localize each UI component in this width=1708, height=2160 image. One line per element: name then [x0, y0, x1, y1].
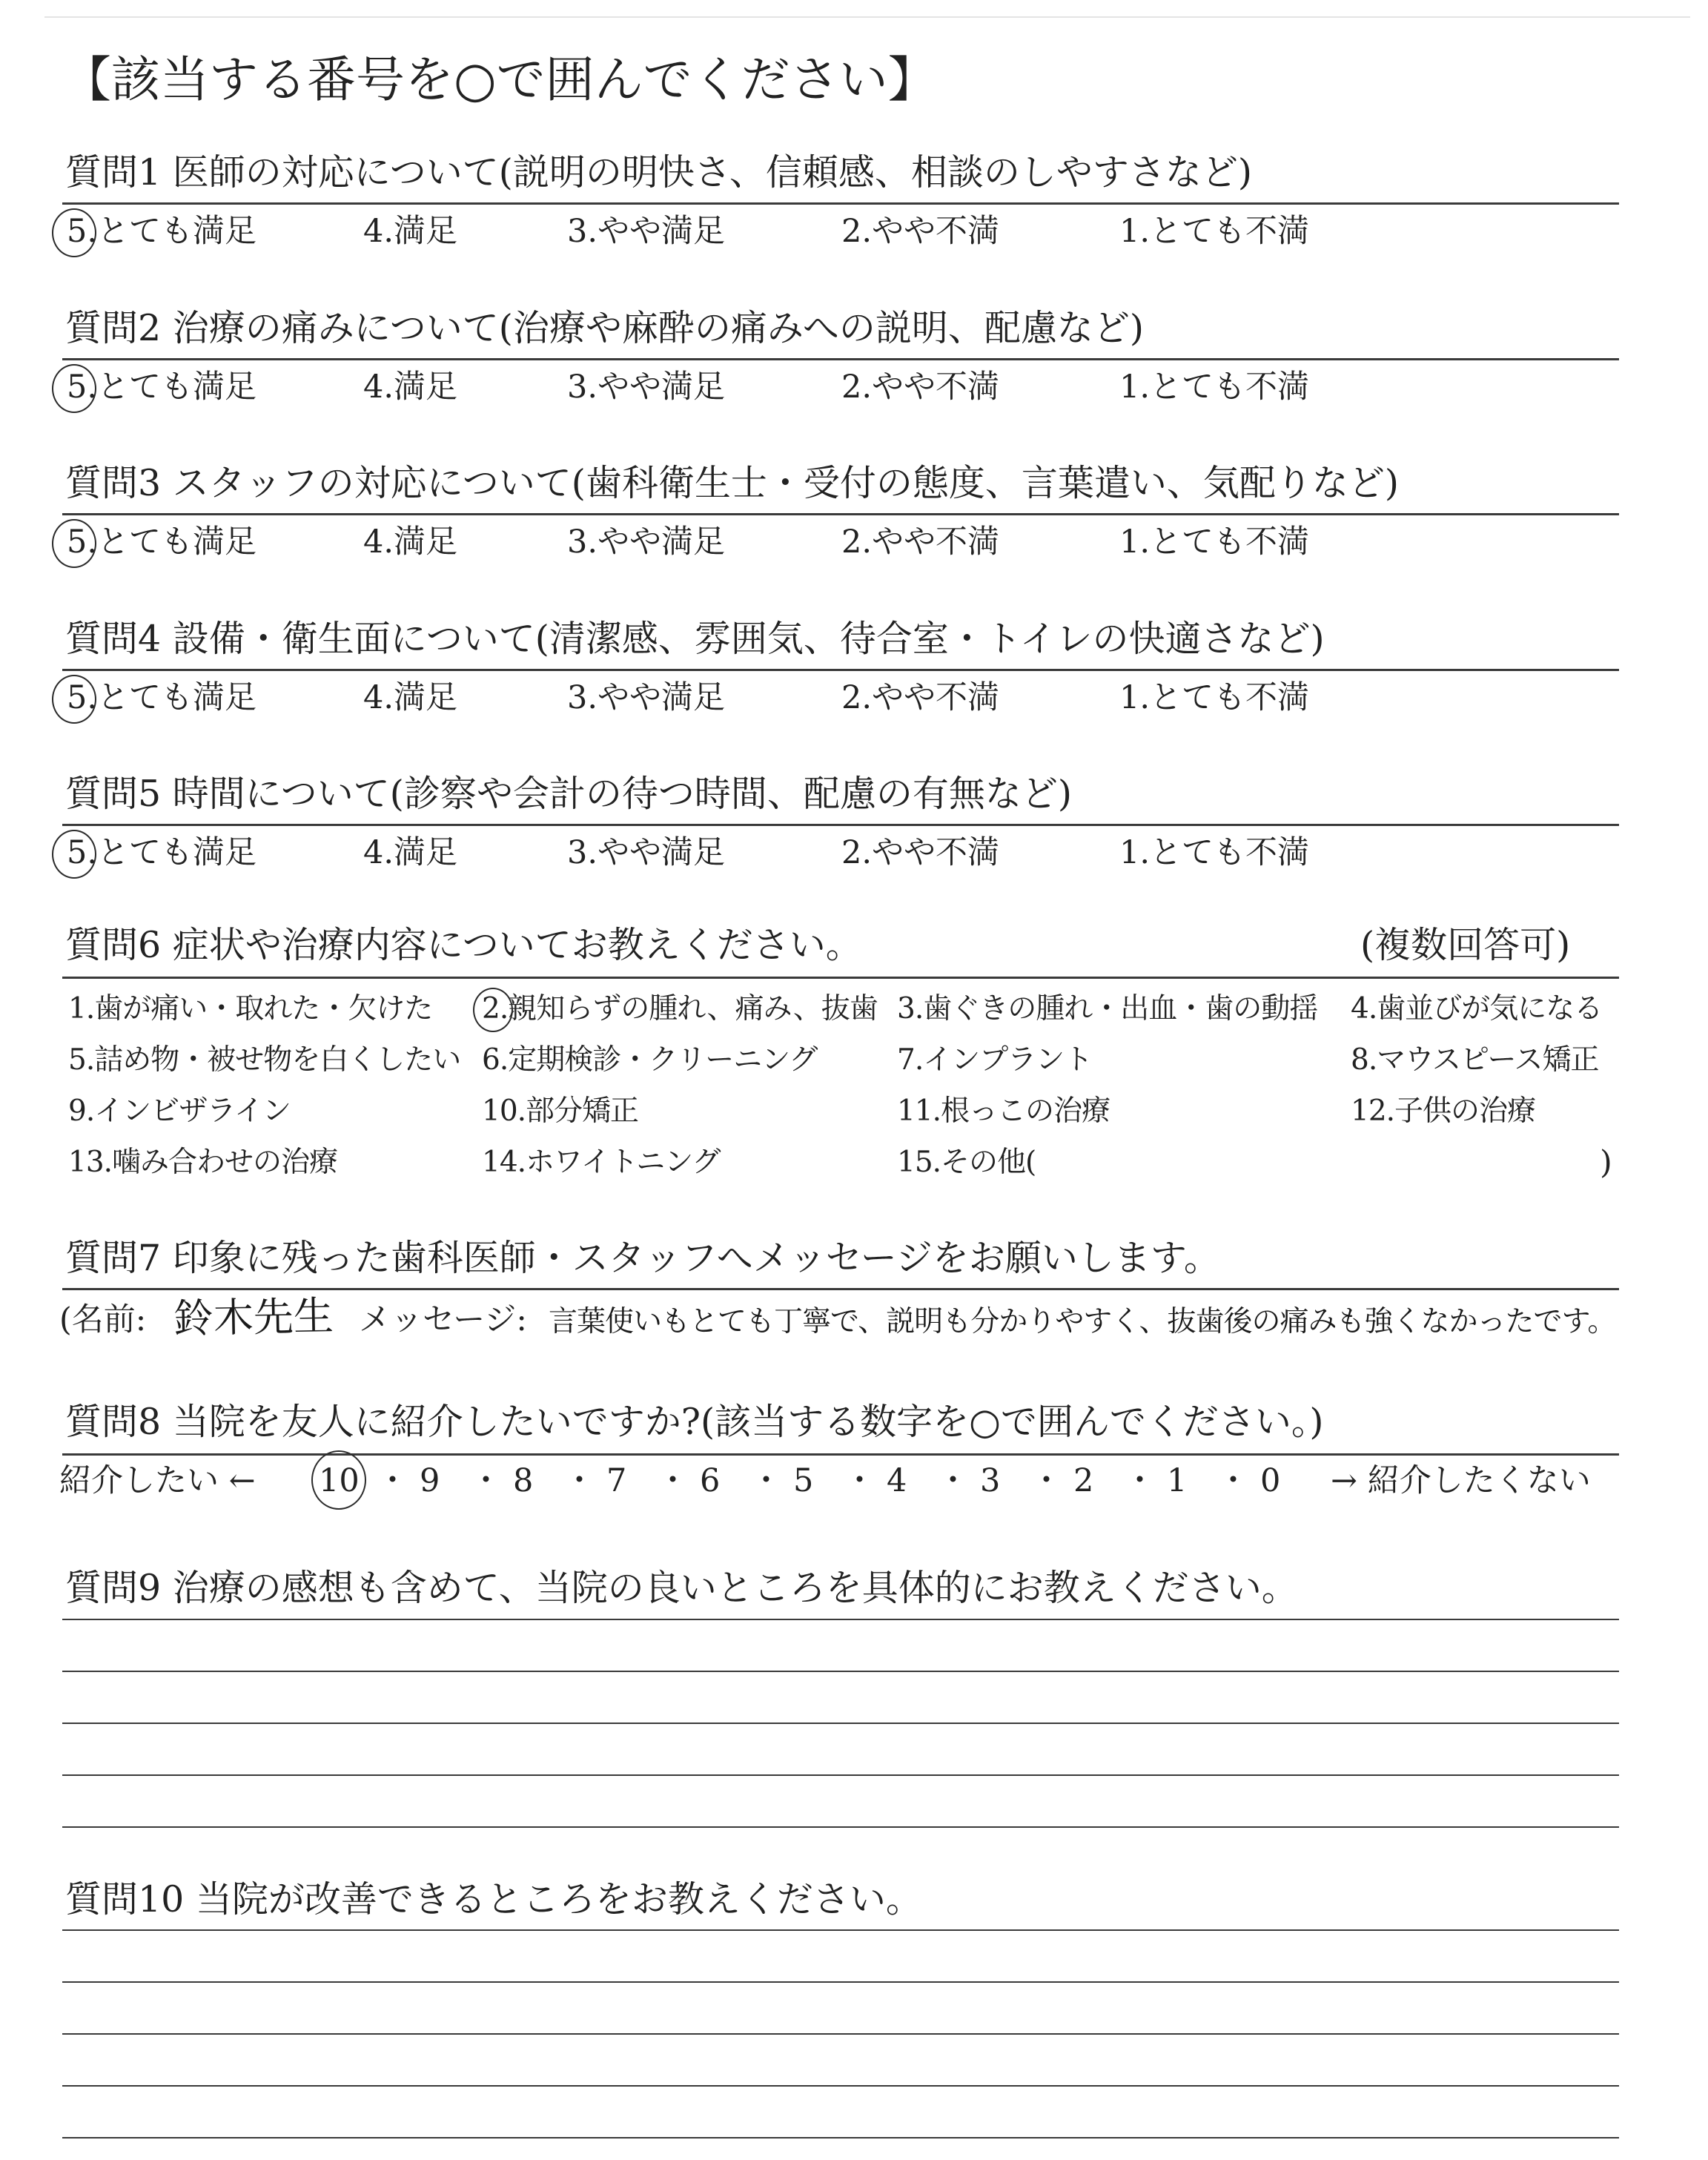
q6-rule [62, 977, 1619, 979]
q4-option-5[interactable]: 5.とても満足 [67, 679, 257, 716]
q6-option-7[interactable]: 7.インプラント [897, 1043, 1093, 1077]
q6-option-13[interactable]: 13.噛み合わせの治療 [68, 1146, 338, 1179]
q6-option-4[interactable]: 4.歯並びが気になる [1351, 992, 1603, 1025]
q1-option-5[interactable]: 5.とても満足 [67, 213, 257, 250]
q1-rule [62, 202, 1619, 205]
q8-scale-8[interactable]: 8 [513, 1462, 534, 1499]
q10-write-line-5[interactable] [62, 2137, 1619, 2138]
q6-option-14[interactable]: 14.ホワイトニング [482, 1146, 721, 1179]
q3-option-5[interactable]: 5.とても満足 [67, 524, 257, 561]
q3-option-1[interactable]: 1.とても不満 [1119, 524, 1310, 561]
q3-title: 質問3 スタッフの対応について(歯科衛生士・受付の態度、言葉遣い、気配りなど) [65, 462, 1400, 504]
q3-option-4[interactable]: 4.満足 [363, 524, 458, 561]
q1-title: 質問1 医師の対応について(説明の明快さ、信頼感、相談のしやすさなど) [65, 151, 1253, 194]
q4-option-3[interactable]: 3.やや満足 [567, 679, 726, 716]
q1-selected-circle [52, 208, 96, 257]
q8-selected-circle [311, 1450, 366, 1510]
q7-rule [62, 1288, 1619, 1290]
q6-selected-circle [473, 988, 513, 1032]
page-heading: 【該当する番号を○で囲んでください】 [62, 51, 937, 108]
q1-option-3[interactable]: 3.やや満足 [567, 213, 726, 250]
q8-scale-4[interactable]: 4 [887, 1462, 907, 1499]
q10-write-line-1[interactable] [62, 1929, 1619, 1931]
q5-title: 質問5 時間について(診察や会計の待つ時間、配慮の有無など) [65, 773, 1073, 815]
q6-option-9[interactable]: 9.インビザライン [68, 1094, 291, 1128]
q8-scale-6[interactable]: 6 [700, 1462, 721, 1499]
q10-title: 質問10 当院が改善できるところをお教えください。 [65, 1878, 922, 1920]
q8-scale-separator: ・ [1124, 1462, 1156, 1499]
q3-selected-circle [52, 519, 96, 568]
q4-selected-circle [52, 675, 96, 724]
q6-option-6[interactable]: 6.定期検診・クリーニング [482, 1043, 818, 1077]
q8-scale-separator: ・ [844, 1462, 875, 1499]
q3-option-3[interactable]: 3.やや満足 [567, 524, 726, 561]
q9-write-line-5[interactable] [62, 1826, 1619, 1828]
q7-title: 質問7 印象に残った歯科医師・スタッフへメッセージをお願いします。 [65, 1237, 1220, 1279]
q6-note: (複数回答可) [1360, 924, 1571, 966]
q8-scale-0[interactable]: 0 [1260, 1462, 1281, 1499]
q6-option-15[interactable]: 15.その他( [897, 1146, 1036, 1179]
q4-option-4[interactable]: 4.満足 [363, 679, 458, 716]
q5-rule [62, 824, 1619, 826]
q1-option-4[interactable]: 4.満足 [363, 213, 458, 250]
q10-write-line-3[interactable] [62, 2033, 1619, 2035]
q2-title: 質問2 治療の痛みについて(治療や麻酔の痛みへの説明、配慮など) [65, 307, 1145, 349]
q9-write-line-2[interactable] [62, 1671, 1619, 1672]
q5-selected-circle [52, 830, 96, 879]
q8-scale-separator: ・ [377, 1462, 408, 1499]
q5-option-3[interactable]: 3.やや満足 [567, 834, 726, 871]
q7-message-label: メッセージ: [359, 1301, 527, 1338]
q9-write-line-4[interactable] [62, 1774, 1619, 1776]
q6-option-1[interactable]: 1.歯が痛い・取れた・欠けた [68, 992, 433, 1025]
q8-scale-9[interactable]: 9 [420, 1462, 440, 1499]
q6-option-3[interactable]: 3.歯ぐきの腫れ・出血・歯の動揺 [897, 992, 1318, 1025]
q2-selected-circle [52, 364, 96, 413]
q8-left-label: 紹介したい ← [59, 1462, 256, 1499]
q8-scale-separator: ・ [937, 1462, 969, 1499]
q6-option-8[interactable]: 8.マウスピース矯正 [1351, 1043, 1599, 1077]
q1-option-2[interactable]: 2.やや不満 [841, 213, 1000, 250]
q2-option-5[interactable]: 5.とても満足 [67, 369, 257, 406]
q7-message-handwritten[interactable]: 言葉使いもとても丁寧で、説明も分かりやすく、抜歯後の痛みも強くなかったです。 [549, 1305, 1616, 1338]
q8-scale-10[interactable]: 10 [319, 1462, 360, 1499]
q8-scale-separator: ・ [657, 1462, 689, 1499]
q6-option-2[interactable]: 2.親知らずの腫れ、痛み、抜歯 [482, 992, 878, 1025]
q4-option-1[interactable]: 1.とても不満 [1119, 679, 1310, 716]
q6-option-5[interactable]: 5.詰め物・被せ物を白くしたい [68, 1043, 461, 1077]
q5-option-2[interactable]: 2.やや不満 [841, 834, 1000, 871]
q8-scale-7[interactable]: 7 [606, 1462, 627, 1499]
q3-option-2[interactable]: 2.やや不満 [841, 524, 1000, 561]
q8-title: 質問8 当院を友人に紹介したいですか?(該当する数字を○で囲んでください。) [65, 1401, 1324, 1443]
q6-option-11[interactable]: 11.根っこの治療 [897, 1094, 1110, 1128]
q9-write-line-3[interactable] [62, 1723, 1619, 1724]
q10-write-line-4[interactable] [62, 2085, 1619, 2087]
q8-scale-2[interactable]: 2 [1073, 1462, 1094, 1499]
q8-scale-separator: ・ [1217, 1462, 1249, 1499]
q5-option-1[interactable]: 1.とても不満 [1119, 834, 1310, 871]
q7-name-handwritten[interactable]: 鈴木先生 [173, 1292, 334, 1342]
q6-title: 質問6 症状や治療内容についてお教えください。 [65, 924, 862, 966]
q5-option-5[interactable]: 5.とても満足 [67, 834, 257, 871]
q10-write-line-2[interactable] [62, 1981, 1619, 1983]
q8-scale-3[interactable]: 3 [980, 1462, 1001, 1499]
q8-rule [62, 1453, 1619, 1456]
q8-scale-1[interactable]: 1 [1167, 1462, 1188, 1499]
q2-option-1[interactable]: 1.とても不満 [1119, 369, 1310, 406]
q8-scale-separator: ・ [563, 1462, 595, 1499]
q8-scale-5[interactable]: 5 [793, 1462, 814, 1499]
q2-option-2[interactable]: 2.やや不満 [841, 369, 1000, 406]
scan-top-edge [44, 16, 1690, 18]
q1-option-1[interactable]: 1.とても不満 [1119, 213, 1310, 250]
q9-write-line-1[interactable] [62, 1619, 1619, 1620]
q7-name-label: (名前: [59, 1301, 147, 1338]
q8-scale-separator: ・ [750, 1462, 782, 1499]
q8-scale-separator: ・ [470, 1462, 502, 1499]
q4-option-2[interactable]: 2.やや不満 [841, 679, 1000, 716]
q6-option-10[interactable]: 10.部分矯正 [482, 1094, 639, 1128]
q8-right-label: → 紹介したくない [1331, 1462, 1591, 1499]
q9-title: 質問9 治療の感想も含めて、当院の良いところを具体的にお教えください。 [65, 1567, 1298, 1609]
q3-rule [62, 513, 1619, 515]
q6-option-12[interactable]: 12.子供の治療 [1351, 1094, 1536, 1128]
q2-option-3[interactable]: 3.やや満足 [567, 369, 726, 406]
q5-option-4[interactable]: 4.満足 [363, 834, 458, 871]
q6-other-close-paren: ) [1600, 1144, 1612, 1181]
q4-title: 質問4 設備・衛生面について(清潔感、雰囲気、待合室・トイレの快適さなど) [65, 618, 1325, 660]
q8-scale-separator: ・ [1030, 1462, 1062, 1499]
q2-rule [62, 358, 1619, 360]
q2-option-4[interactable]: 4.満足 [363, 369, 458, 406]
q4-rule [62, 669, 1619, 671]
